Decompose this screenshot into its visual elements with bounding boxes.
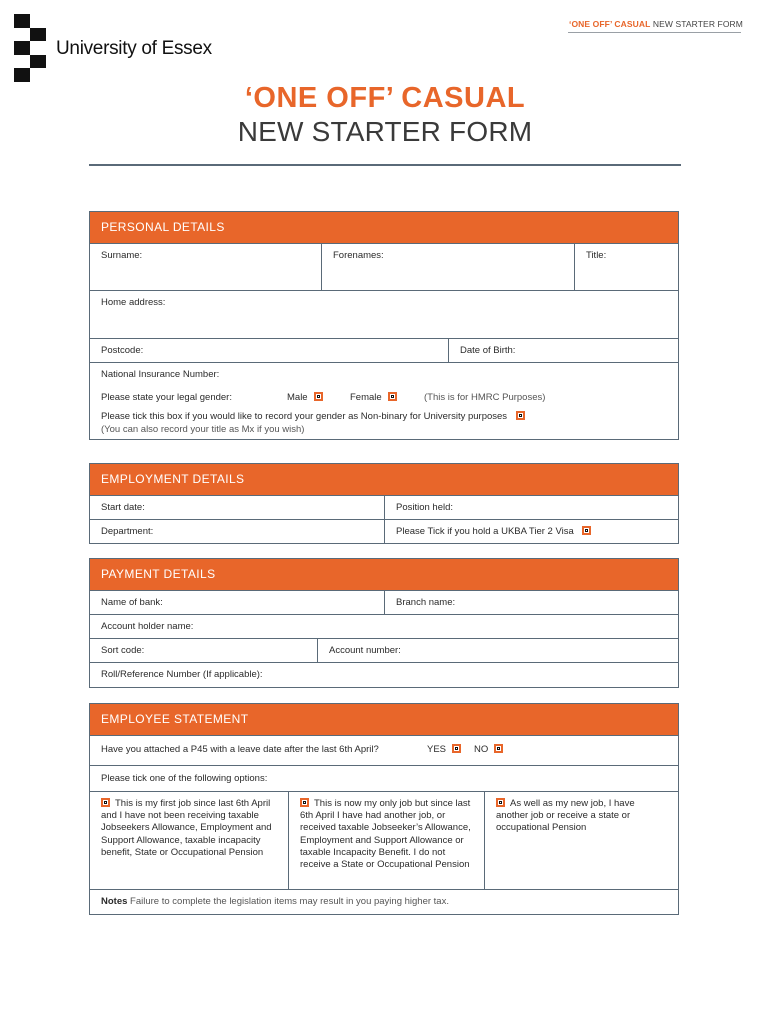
header-rule <box>568 32 741 33</box>
payment-details-heading: PAYMENT DETAILS <box>90 559 678 591</box>
title-field[interactable]: Title: <box>586 250 607 261</box>
p45-question: Have you attached a P45 with a leave date after the last 6th April? <box>101 744 379 755</box>
start-date-field[interactable]: Start date: <box>90 496 385 519</box>
employment-details-section <box>89 463 679 544</box>
option-first-job-text: This is my first job since last 6th April and I have not been receiving taxable Jobseekers Allowance, Employment and Support Allowance, taxable incapacity benefit, State or Occupational Pension <box>101 798 272 858</box>
p45-yes-option[interactable] <box>427 744 461 755</box>
option-first-job[interactable] <box>90 792 289 889</box>
visa-row <box>385 520 678 543</box>
page-title: ‘ONE OFF’ CASUAL <box>244 82 526 114</box>
payment-details-section <box>89 558 679 688</box>
university-logo-icon <box>14 14 46 82</box>
female-option[interactable] <box>350 392 397 403</box>
personal-details-section <box>89 211 679 440</box>
header-form-tag <box>569 19 743 29</box>
visa-label: Please Tick if you hold a UKBA Tier 2 Visa <box>396 526 574 537</box>
option-only-job-text: This is now my only job but since last 6th April I have had another job, or received taxable Jobseeker’s Allowance, Employment and Support Allowance or taxable Incapacity Benefit. I do not receive a State or Occupational Pension <box>300 798 471 871</box>
option-another-job-checkbox[interactable] <box>496 798 505 807</box>
position-held-field[interactable]: Position held: <box>396 502 454 513</box>
roll-reference-field[interactable]: Roll/Reference Number (If applicable): <box>101 669 263 680</box>
notes-text: Failure to complete the legislation items may result in you paying higher tax. <box>130 896 449 907</box>
department-field[interactable]: Department: <box>90 520 385 543</box>
hmrc-note: (This is for HMRC Purposes) <box>424 392 546 403</box>
forenames-field[interactable]: Forenames: <box>322 244 575 290</box>
no-label: NO <box>474 744 489 755</box>
gender-row <box>90 386 678 409</box>
visa-checkbox[interactable] <box>582 526 591 535</box>
nonbinary-checkbox[interactable] <box>516 411 525 420</box>
date-of-birth-field[interactable]: Date of Birth: <box>460 345 516 356</box>
title-divider <box>89 164 681 166</box>
option-another-job[interactable] <box>485 792 678 889</box>
sort-code-field[interactable]: Sort code: <box>90 639 318 662</box>
male-label: Male <box>287 392 308 403</box>
ni-number-field[interactable]: National Insurance Number: <box>101 369 220 380</box>
option-only-job-checkbox[interactable] <box>300 798 309 807</box>
p45-no-option[interactable] <box>474 744 503 755</box>
nonbinary-label: Please tick this box if you would like to record your gender as Non-binary for University purposes <box>101 411 508 422</box>
notes-row <box>90 890 678 914</box>
employee-statement-section <box>89 703 679 915</box>
option-only-job[interactable] <box>289 792 485 889</box>
p45-no-checkbox[interactable] <box>494 744 503 753</box>
personal-details-heading: PERSONAL DETAILS <box>90 212 678 244</box>
bank-name-field[interactable]: Name of bank: <box>90 591 385 614</box>
option-another-job-text: As well as my new job, I have another job or receive a state or occupational Pension <box>496 798 635 834</box>
female-label: Female <box>350 392 382 403</box>
p45-yes-checkbox[interactable] <box>452 744 461 753</box>
gender-prompt: Please state your legal gender: <box>101 392 232 403</box>
nonbinary-note: (You can also record your title as Mx if you wish) <box>101 423 305 435</box>
account-number-field[interactable]: Account number: <box>329 645 401 656</box>
postcode-field[interactable]: Postcode: <box>90 339 449 362</box>
nonbinary-row <box>90 409 678 439</box>
home-address-field[interactable]: Home address: <box>101 297 166 308</box>
notes-label: Notes <box>101 896 128 907</box>
account-holder-field[interactable]: Account holder name: <box>101 621 194 632</box>
tick-one-instruction: Please tick one of the following options: <box>101 773 268 784</box>
page-subtitle: NEW STARTER FORM <box>237 116 533 147</box>
employment-details-heading: EMPLOYMENT DETAILS <box>90 464 678 496</box>
female-checkbox[interactable] <box>388 392 397 401</box>
header-tag-rest: NEW STARTER FORM <box>652 19 743 29</box>
male-option[interactable] <box>287 392 323 403</box>
header-tag-accent: ‘ONE OFF’ CASUAL <box>569 19 651 29</box>
surname-field[interactable]: Surname: <box>90 244 322 290</box>
employee-statement-heading: EMPLOYEE STATEMENT <box>90 704 678 736</box>
male-checkbox[interactable] <box>314 392 323 401</box>
yes-label: YES <box>427 744 447 755</box>
option-first-job-checkbox[interactable] <box>101 798 110 807</box>
branch-name-field[interactable]: Branch name: <box>396 597 456 608</box>
p45-row <box>90 736 678 765</box>
university-name: University of Essex <box>56 38 212 59</box>
